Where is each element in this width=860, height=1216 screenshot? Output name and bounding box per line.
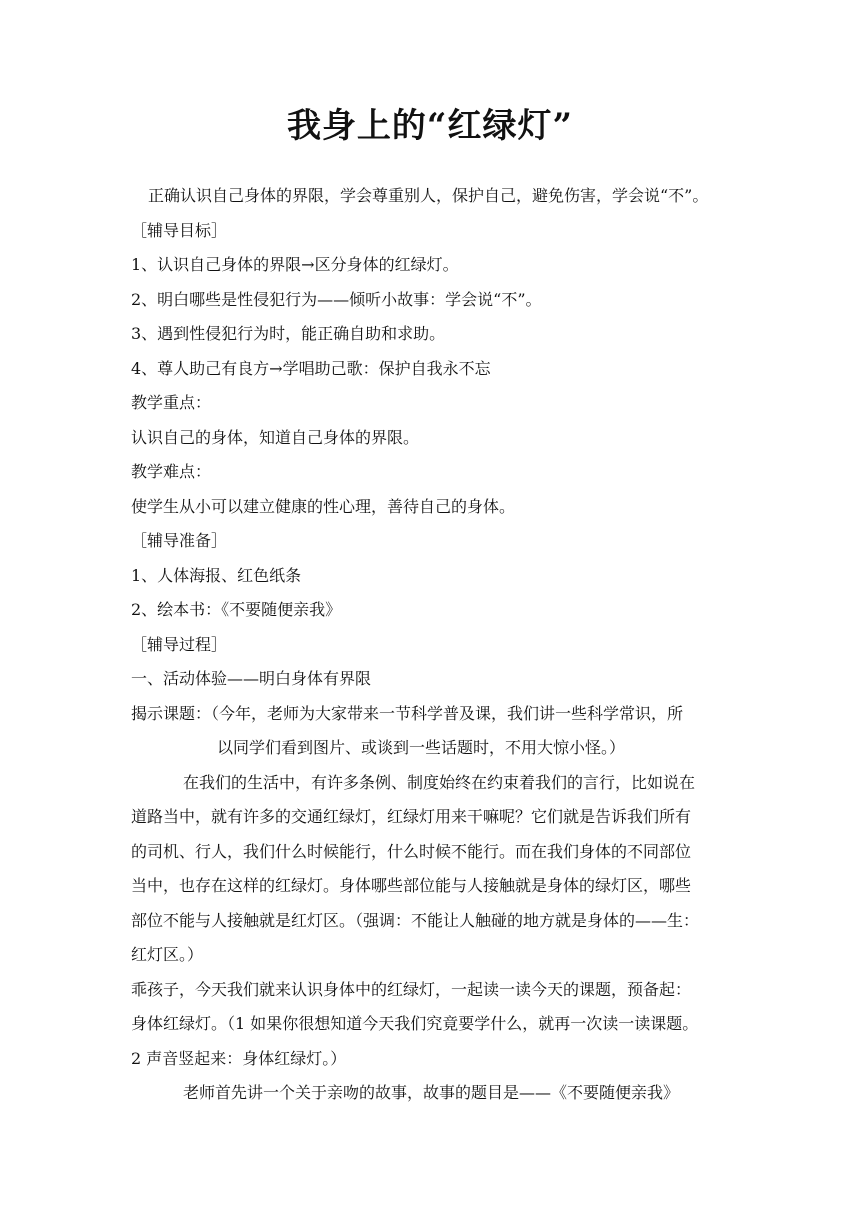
difficulty-text: 使学生从小可以建立健康的性心理，善待自己的身体。: [131, 496, 516, 516]
traffic-light-paragraph-line-1: 在我们的生活中，有许多条例、制度始终在约束着我们的言行，比如说在: [183, 772, 696, 792]
goal-item-1: 1、认识自己身体的界限→区分身体的红绿灯。: [131, 255, 459, 274]
section-heading-preparation: ［辅导准备］: [131, 531, 228, 550]
traffic-light-paragraph-line-5: 部位不能与人接触就是红灯区。（强调：不能让人触碰的地方就是身体的——生：: [131, 910, 700, 930]
document-title: 我身上的“红绿灯”: [286, 106, 574, 146]
intro-paragraph: 正确认识自己身体的界限，学会尊重别人，保护自己，避免伤害，学会说“不”。: [148, 186, 709, 205]
traffic-light-paragraph-line-2: 道路当中，就有许多的交通红绿灯，红绿灯用来干嘛呢？它们就是告诉我们所有: [131, 807, 692, 826]
section-heading-process: ［辅导过程］: [131, 634, 228, 654]
key-point-text: 认识自己的身体，知道自己身体的界限。: [131, 427, 420, 447]
traffic-light-paragraph-line-3: 的司机、行人，我们什么时候能行，什么时候不能行。而在我们身体的不同部位: [131, 841, 692, 861]
process-step-1: 一、活动体验——明白身体有界限: [131, 669, 372, 688]
topic-reveal-line-1: 揭示课题：（今年，老师为大家带来一节科学普及课，我们讲一些科学常识，所: [131, 703, 684, 723]
preparation-item-1: 1、人体海报、红色纸条: [131, 565, 302, 585]
goal-item-2: 2、明白哪些是性侵犯行为——倾听小故事：学会说“不”。: [131, 289, 542, 309]
section-heading-goals: ［辅导目标］: [131, 220, 228, 240]
reading-paragraph-line-3: 2 声音竖起来：身体红绿灯。）: [131, 1048, 347, 1068]
reading-paragraph-line-1: 乖孩子，今天我们就来认识身体中的红绿灯，一起读一读今天的课题，预备起：: [131, 979, 692, 999]
preparation-item-2: 2、绘本书：《不要随便亲我》: [131, 600, 342, 619]
key-point-label: 教学重点：: [131, 393, 212, 412]
topic-reveal-line-2: 以同学们看到图片、或谈到一些话题时，不用大惊小怪。）: [217, 738, 626, 757]
difficulty-label: 教学难点：: [131, 462, 212, 481]
document-body: [131, 179, 739, 1111]
story-intro-line: 老师首先讲一个关于亲吻的故事，故事的题目是——《不要随便亲我》: [183, 1083, 680, 1102]
goal-item-4: 4、尊人助己有良方→学唱助己歌：保护自我永不忘: [131, 358, 491, 378]
goal-item-3: 3、遇到性侵犯行为时，能正确自助和求助。: [131, 324, 446, 343]
reading-paragraph-line-2: 身体红绿灯。（1 如果你很想知道今天我们究竟要学什么，就再一次读一读课题。: [131, 1014, 699, 1033]
traffic-light-paragraph-line-6: 红灯区。）: [131, 945, 204, 964]
traffic-light-paragraph-line-4: 当中，也存在这样的红绿灯。身体哪些部位能与人接触就是身体的绿灯区，哪些: [131, 876, 692, 895]
